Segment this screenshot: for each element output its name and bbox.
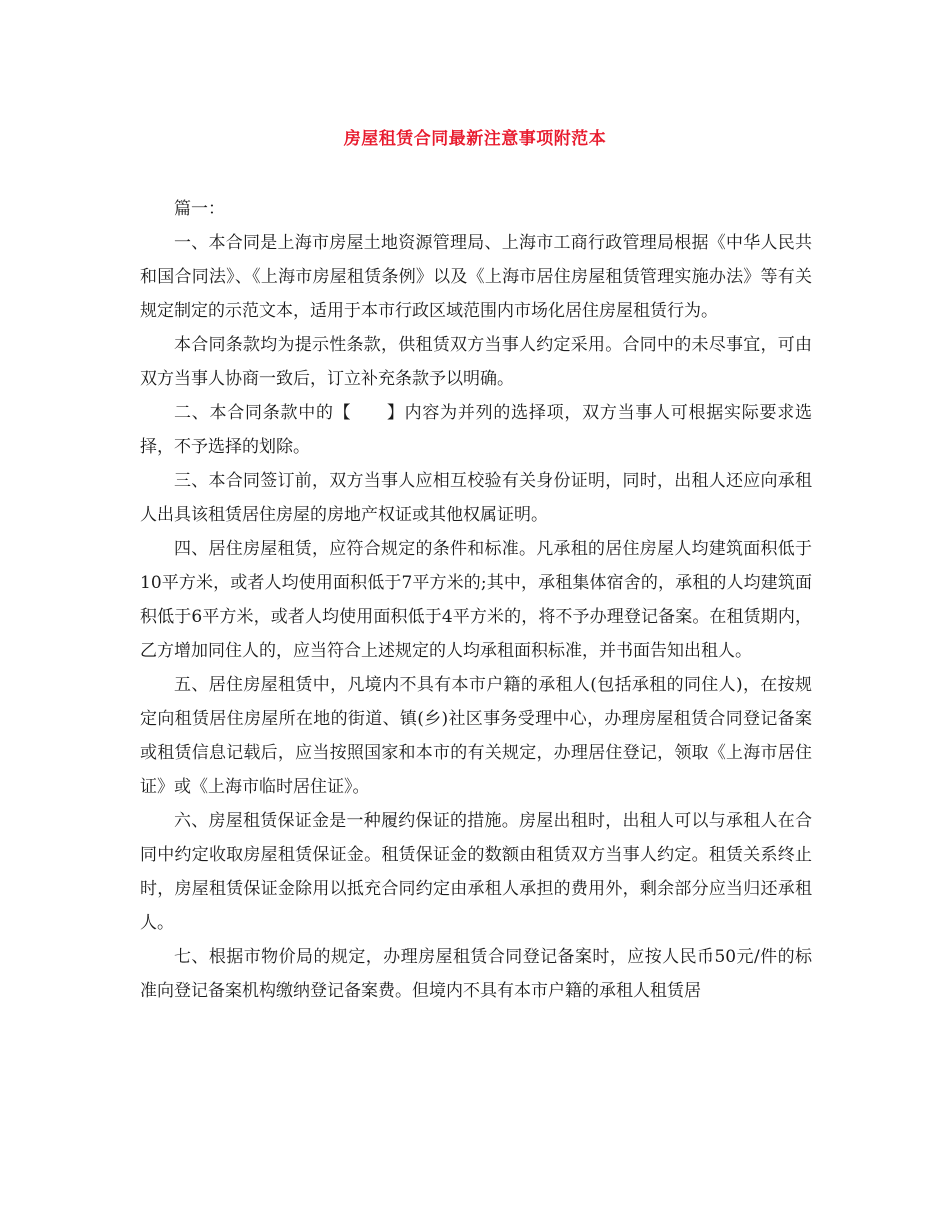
paragraph-1: 一、本合同是上海市房屋土地资源管理局、上海市工商行政管理局根据《中华人民共和国合同法》、《上海市房屋租赁条例》以及《上海市居住房屋租赁管理实施办法》等有关规定制定的示范文本，适用于本市行政区域范围内市场化居住房屋租赁行为。 (140, 233, 812, 321)
paragraph-5: 四、居住房屋租赁，应符合规定的条件和标准。凡承租的居住房屋人均建筑面积低于10平方米，或者人均使用面积低于7平方米的;其中，承租集体宿舍的，承租的人均建筑面积低于6平方米，或者人均使用面积低于4平方米的，将不予办理登记备案。在租赁期内，乙方增加同住人的，应当符合上述规定的人均承租面积标准，并书面告知出租人。 (140, 539, 812, 661)
document-body (140, 192, 812, 1008)
paragraph-3: 二、本合同条款中的【 】内容为并列的选择项，双方当事人可根据实际要求选择，不予选择的划除。 (140, 403, 812, 457)
document-title: 房屋租赁合同最新注意事项附范本 (343, 129, 607, 149)
paragraph-7: 六、房屋租赁保证金是一种履约保证的措施。房屋出租时，出租人可以与承租人在合同中约定收取房屋租赁保证金。租赁保证金的数额由租赁双方当事人约定。租赁关系终止时，房屋租赁保证金除用以抵充合同约定由承租人承担的费用外，剩余部分应当归还承租人。 (140, 811, 812, 933)
paragraph-heading: 篇一： (174, 199, 225, 219)
paragraph-4: 三、本合同签订前，双方当事人应相互校验有关身份证明，同时，出租人还应向承租人出具该租赁居住房屋的房地产权证或其他权属证明。 (140, 471, 812, 525)
paragraph-8: 七、根据市物价局的规定，办理房屋租赁合同登记备案时，应按人民币50元/件的标准向登记备案机构缴纳登记备案费。但境内不具有本市户籍的承租人租赁居 (140, 947, 812, 1001)
paragraph-6: 五、居住房屋租赁中，凡境内不具有本市户籍的承租人(包括承租的同住人)，在按规定向租赁居住房屋所在地的街道、镇(乡)社区事务受理中心，办理房屋租赁合同登记备案或租赁信息记载后，应当按照国家和本市的有关规定，办理居住登记，领取《上海市居住证》或《上海市临时居住证》。 (140, 675, 812, 797)
paragraph-2: 本合同条款均为提示性条款，供租赁双方当事人约定采用。合同中的未尽事宜，可由双方当事人协商一致后，订立补充条款予以明确。 (140, 335, 812, 389)
